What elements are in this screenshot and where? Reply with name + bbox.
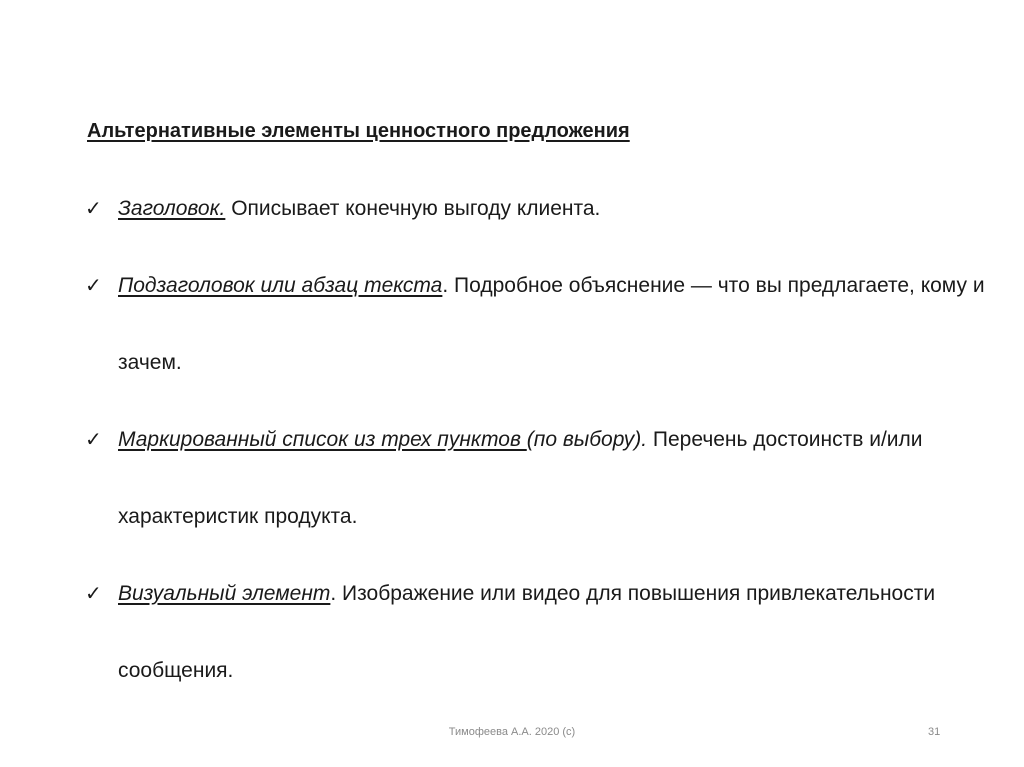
bullet-term: Маркированный список из трех пунктов: [118, 428, 527, 451]
bullet-note: (по выбору).: [526, 428, 648, 451]
bullet-item: [85, 555, 985, 709]
bullet-text: [118, 555, 985, 709]
slide-footer: Тимофеева А.А. 2020 (с): [448, 726, 576, 738]
bullet-description: . Изображение или видео для повышения привлекательности сообщения.: [118, 582, 936, 682]
bullet-item: [85, 401, 985, 555]
check-icon: ✓: [85, 196, 102, 220]
bullet-description: Описывает конечную выгоду клиента.: [225, 197, 601, 220]
check-icon: ✓: [85, 581, 102, 605]
slide-heading: Альтернативные элементы ценностного предложения: [87, 120, 630, 142]
bullet-item: [85, 247, 985, 401]
bullet-term: Подзаголовок или абзац текста: [118, 274, 443, 297]
bullet-text: [118, 247, 985, 401]
bullet-item: [85, 170, 985, 247]
bullet-description: Перечень достоинств и/или характеристик продукта.: [118, 428, 923, 528]
check-icon: ✓: [85, 427, 102, 451]
bullet-term: Визуальный элемент: [118, 582, 331, 605]
bullet-text: [118, 170, 985, 247]
bullet-term: Заголовок.: [118, 197, 226, 220]
bullet-text: [118, 401, 985, 555]
check-icon: ✓: [85, 273, 102, 297]
page-number: 31: [928, 726, 941, 738]
bullet-description: . Подробное объяснение — что вы предлагаете, кому и зачем.: [118, 274, 985, 374]
